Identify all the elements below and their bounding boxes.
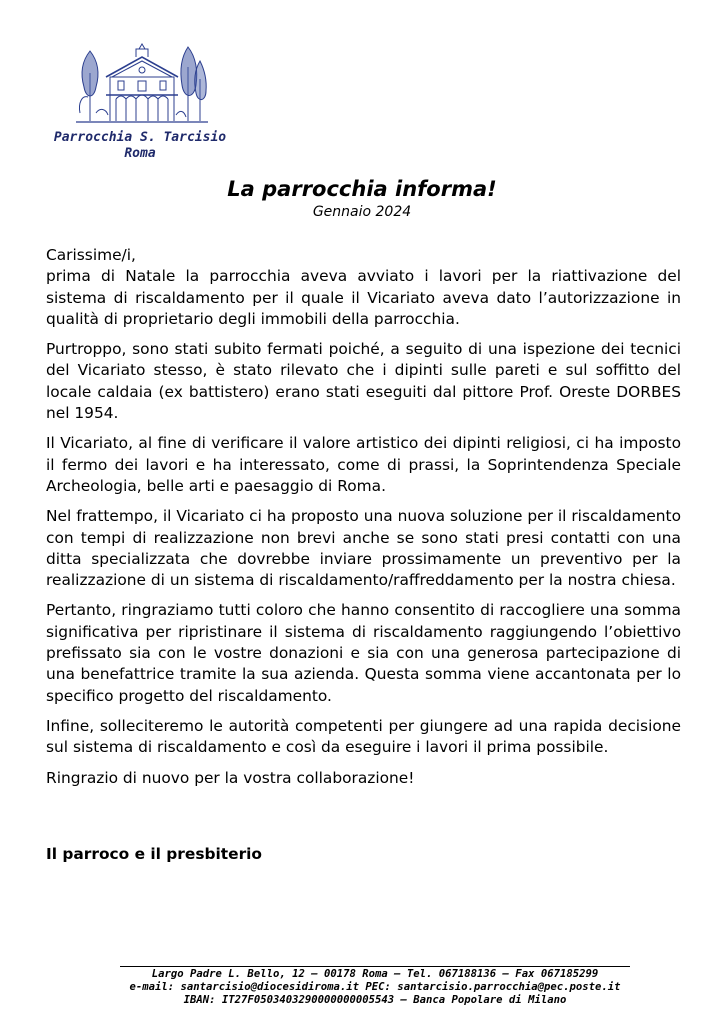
- greeting: Carissime/i,: [46, 246, 136, 264]
- page-date: Gennaio 2024: [312, 204, 412, 220]
- paragraph: Pertanto, ringraziamo tutti coloro che hanno consentito di raccogliere una somma significativa per ripristinare il sistema di riscaldamento raggiungendo l’obiettivo prefissato sia con le vostre donazioni e sia con una generosa partecipazione di una benefattrice tramite la sua azienda. Questa somma viene accantonata per lo specifico progetto del riscaldamento.: [46, 601, 681, 705]
- footer: [0, 968, 724, 1007]
- paragraph: Infine, solleciteremo le autorità competenti per giungere ad una rapida decisione sul sistema di riscaldamento e così da eseguire i lavori il prima possibile.: [46, 716, 681, 757]
- parish-name: Parrocchia S. Tarcisio: [53, 130, 227, 145]
- paragraph: Il Vicariato, al fine di verificare il valore artistico dei dipinti religiosi, ci ha imposto il fermo dei lavori e ha interessato, come di prassi, la Soprintendenza Speciale Archeologia, belle arti e paesaggio di Roma.: [46, 434, 681, 495]
- signature: Il parroco e il presbiterio: [46, 845, 263, 863]
- footer-address: Largo Padre L. Bello, 12 – 00178 Roma – Tel. 067188136 – Fax 067185299: [151, 968, 599, 980]
- letter-body: [46, 245, 681, 798]
- paragraph: Ringrazio di nuovo per la vostra collaborazione!: [46, 768, 415, 787]
- footer-email: e-mail: santarcisio@diocesidiroma.it PEC: santarcisio.parrocchia@pec.poste.it: [129, 981, 621, 993]
- church-logo-icon: [76, 43, 208, 123]
- parish-city: Roma: [124, 146, 156, 161]
- paragraph: Nel frattempo, il Vicariato ci ha proposto una nuova soluzione per il riscaldamento con tempi di realizzazione non brevi anche se sono stati presi contatti con una ditta specializzata che dovrebbe inviare prossimamente un preventivo per la realizzazione di un sistema di riscaldamento/raffreddamento per la nostra chiesa.: [46, 507, 681, 590]
- page-title: La parrocchia informa!: [227, 177, 497, 201]
- paragraph: Purtroppo, sono stati subito fermati poiché, a seguito di una ispezione dei tecnici del Vicariato stesso, è stato rilevato che i dipinti sulle pareti e sul soffitto del locale caldaia (ex battistero) erano stati eseguiti dal pittore Prof. Oreste DORBES nel 1954.: [46, 340, 681, 423]
- footer-iban: IBAN: IT27F0503403290000000005543 – Banca Popolare di Milano: [183, 994, 567, 1006]
- footer-divider: [120, 966, 630, 967]
- paragraph: prima di Natale la parrocchia aveva avviato i lavori per la riattivazione del sistema di riscaldamento per il quale il Vicariato aveva dato l’autorizzazione in qualità di proprietario degli immobili della parrocchia.: [46, 267, 681, 328]
- parish-header: [40, 130, 240, 162]
